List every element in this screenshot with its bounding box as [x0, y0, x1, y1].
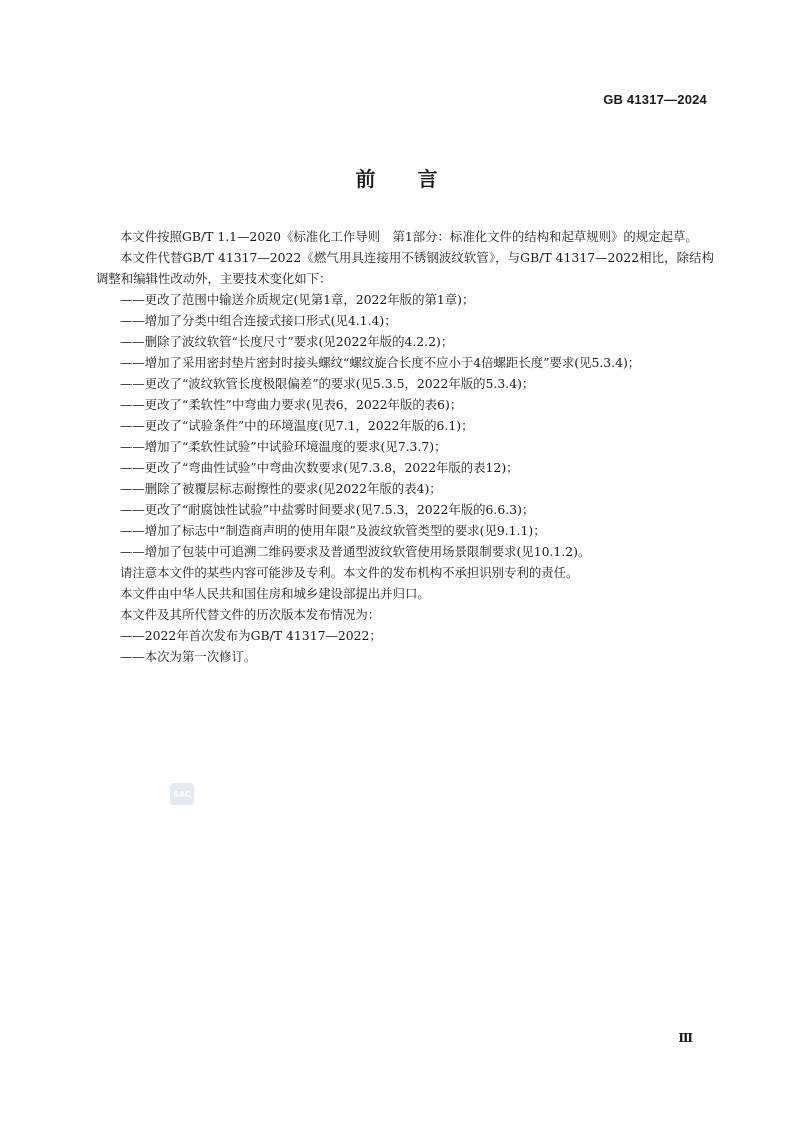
change-item: ——更改了“耐腐蚀性试验”中盐雾时间要求(见7.5.3，2022年版的6.6.3)；	[120, 502, 535, 517]
change-item: ——删除了被覆层标志耐擦性的要求(见2022年版的表4)；	[120, 481, 442, 496]
paragraph-drafting-rules: 本文件按照GB/T 1.1—2020《标准化工作导则 第1部分：标准化文件的结构和起草规则》的规定起草。	[120, 229, 698, 244]
paragraph-replacement: 本文件代替GB/T 41317—2022《燃气用具连接用不锈钢波纹软管》，与GB/T 41317—2022相比，除结构调整和编辑性改动外，主要技术变化如下：	[96, 250, 714, 286]
paragraph-history-intro: 本文件及其所代替文件的历次版本发布情况为：	[120, 607, 381, 622]
watermark-logo-icon: SAC	[170, 783, 194, 805]
change-item: ——增加了采用密封垫片密封时接头螺纹“螺纹旋合长度不应小于4倍螺距长度”要求(见5.3.4)；	[120, 355, 641, 370]
history-item: ——2022年首次发布为GB/T 41317—2022；	[120, 628, 382, 643]
change-item: ——删除了波纹软管“长度尺寸”要求(见2022年版的4.2.2)；	[120, 334, 454, 349]
change-item: ——更改了“柔软性”中弯曲力要求(见表6，2022年版的表6)；	[120, 397, 463, 412]
change-item: ——更改了范围中输送介质规定(见第1章，2022年版的第1章)；	[120, 292, 475, 307]
paragraph-patent-notice: 请注意本文件的某些内容可能涉及专利。本文件的发布机构不承担识别专利的责任。	[120, 565, 579, 580]
change-item: ——增加了分类中组合连接式接口形式(见4.1.4)；	[120, 313, 397, 328]
change-item: ——更改了“试验条件”中的环境温度(见7.1，2022年版的6.1)；	[120, 418, 474, 433]
standard-code: GB 41317—2024	[603, 92, 707, 107]
change-item: ——更改了“弯曲性试验”中弯曲次数要求(见7.3.8，2022年版的表12)；	[120, 460, 519, 475]
page-title: 前言	[355, 167, 480, 191]
paragraph-proposer: 本文件由中华人民共和国住房和城乡建设部提出并归口。	[120, 586, 430, 601]
change-item: ——更改了“波纹软管长度极限偏差”的要求(见5.3.5，2022年版的5.3.4)；	[120, 376, 535, 391]
history-item: ——本次为第一次修订。	[120, 649, 257, 664]
change-item: ——增加了“柔软性试验”中试验环境温度的要求(见7.3.7)；	[120, 439, 447, 454]
change-item: ——增加了包装中可追溯二维码要求及普通型波纹软管使用场景限制要求(见10.1.2)。	[120, 544, 591, 559]
page-number: Ⅲ	[678, 1031, 693, 1045]
change-item: ——增加了标志中“制造商声明的使用年限”及波纹软管类型的要求(见9.1.1)；	[120, 523, 546, 538]
document-body	[96, 226, 714, 667]
